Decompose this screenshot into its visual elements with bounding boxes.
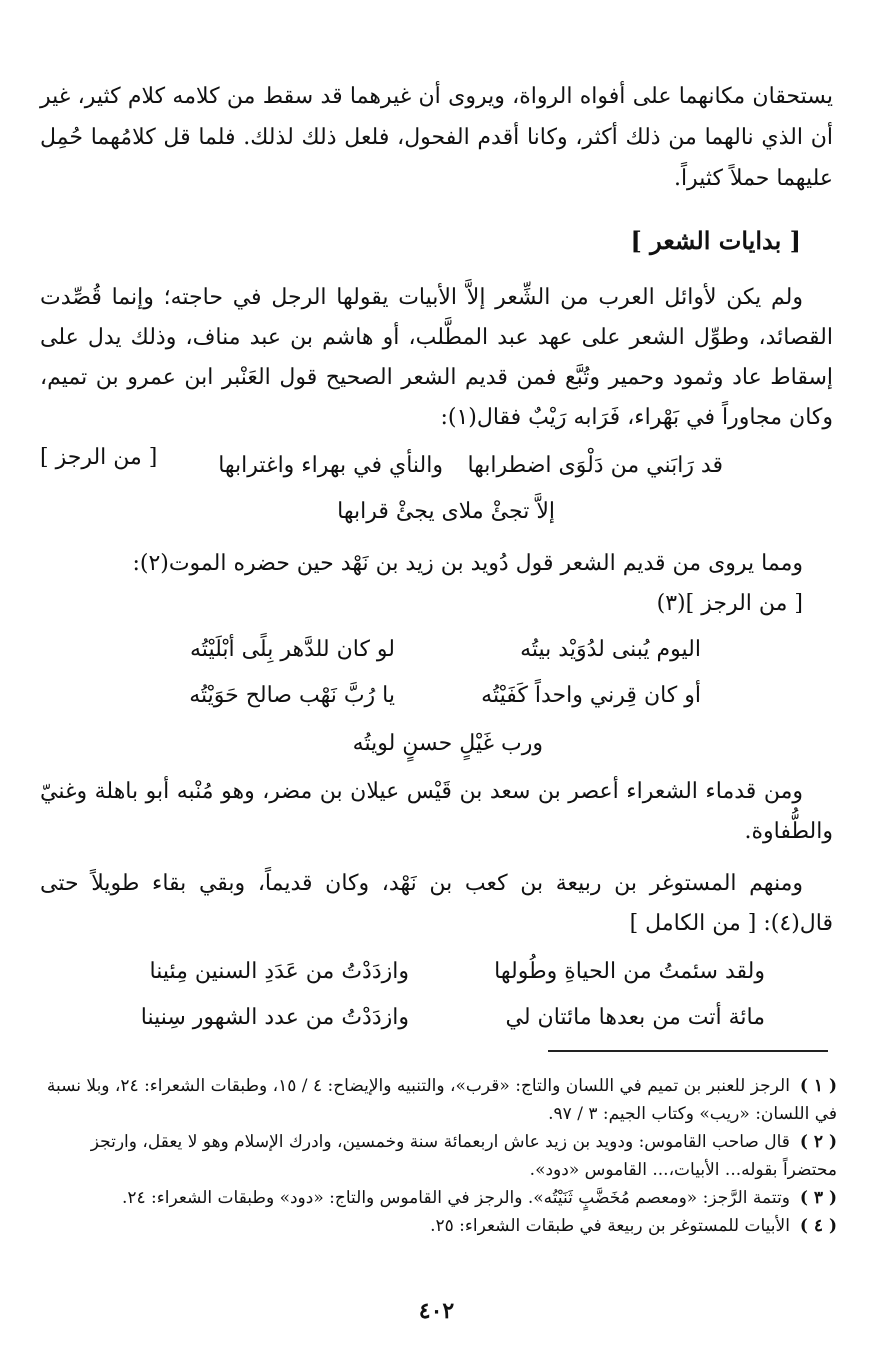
meter-label-rajaz-2: [ من الرجز ](٣) [656,591,803,616]
footnote-1 [36,1072,837,1128]
verse2-line1-second: لو كان للدَّهر بِلًى أبْلَيْتُه [190,637,395,662]
footnote-2 [36,1128,837,1184]
footnote-number: ( ٢ ) [799,1132,837,1152]
footnote-text: وتتمة الرَّجز: «ومعصم مُخَضَّبٍ ثَنَيْتُه». والرجز في القاموس والتاج: «دود» وطبقات الشعراء: ٢٤. [121,1188,790,1208]
page-number: ٤٠٢ [418,1298,455,1324]
verse1-line1-first: قد رَابَني من دَلْوَى اضطرابها [467,453,723,478]
footnotes [36,1072,837,1240]
footnote-4 [36,1212,837,1240]
paragraph-mustawghir-text: ومنهم المستوغر بن ربيعة بن كعب بن نَهْد، وكان قديماً، وبقي بقاء طويلاً حتى قال(٤): [40,871,833,936]
paragraph-intro: يستحقان مكانهما على أفواه الرواة، ويروى أن غيرهما قد سقط من كلامه كلام كثير، غير أن الذي نالهما من ذلك أكثر، وكانا أقدم الفحول، فلعل ذلك لذلك. فلما قل كلامُهما حُمِل عليهما حملاً كثيراً. [40,84,833,191]
footnote-text: قال صاحب القاموس: ودويد بن زيد عاش اربعمائة سنة وخمسين، وادرك الإسلام وهو لا يعقل، وارتجز محتضراً بقوله... الأبيات،... القاموس «دود». [90,1132,837,1180]
verse2-line2-second: يا رُبَّ نَهْب صالح حَوَيْتُه [189,683,395,708]
verse3-line2-second: وازدَدْتُ من عدد الشهور سِنينا [140,1005,409,1030]
paragraph-mustawghir [40,864,833,944]
footnote-number: ( ٣ ) [799,1188,837,1208]
footnote-divider [548,1050,828,1052]
verse3-line1-second: وازدَدْتُ من عَدَدِ السنين مِئينا [149,959,409,984]
verse3-line1-first: ولقد سئمتُ من الحياةِ وطُولها [494,959,765,984]
verse1-line2: إلاَّ تجئْ ملاى يجئْ قرابها [337,499,555,524]
verse2-line3: ورب غَيْلٍ حسنٍ لويتُه [352,731,543,756]
meter-label-rajaz-1: [ من الرجز ] [40,445,158,470]
verse2-line1-first: اليوم يُبنى لدُوَيْد بيتُه [520,637,701,662]
footnote-text: الرجز للعنبر بن تميم في اللسان والتاج: «قرب»، والتنبيه والإيضاح: ٤ / ١٥، وطبقات الشعراء: ٢٤، وبلا نسبة في اللسان: «ريب» وكتاب الجيم: ٣ / ٩٧. [46,1076,837,1124]
footnote-3 [36,1184,837,1212]
paragraph-aasur: ومن قدماء الشعراء أعصر بن سعد بن قَيْس عيلان بن مضر، وهو مُنْبه أبو باهلة وغنيّ والطُّفاوة. [40,779,833,844]
footnote-number: ( ٤ ) [799,1216,837,1236]
footnote-text: الأبيات للمستوغر بن ربيعة في طبقات الشعراء: ٢٥. [430,1216,790,1236]
footnote-number: ( ١ ) [799,1076,837,1096]
meter-label-kamil: [ من الكامل ] [629,911,757,936]
paragraph-duwayd-text: ومما يروى من قديم الشعر قول دُويد بن زيد بن نَهْد حين حضره الموت(٢): [132,551,803,576]
section-heading: [ بدايات الشعر ] [630,226,801,255]
paragraph-beginnings-text: ولم يكن لأوائل العرب من الشِّعر إلاَّ الأبيات يقولها الرجل في حاجته؛ وإنما قُصِّدت القصائد، وطوِّل الشعر على عهد عبد المطَّلب، أو هاشم بن عبد مناف، وذلك يدل على إسقاط عاد وثمود وحمير وتُبَّع فمن قديم الشعر الصحيح قول العَنْبر ابن عمرو بن تميم، وكان مجاوراً في بَهْراء، فَرَابه رَيْبٌ فقال(١): [40,285,834,430]
verse3-line2-first: مائة أتت من بعدها مائتان لي [505,1005,765,1030]
paragraph-duwayd [40,544,833,624]
verse1-line1-second: والنأي في بهراء واغترابها [218,453,443,478]
verse2-line2-first: أو كان قِرني واحداً كَفَيْتُه [481,683,701,708]
